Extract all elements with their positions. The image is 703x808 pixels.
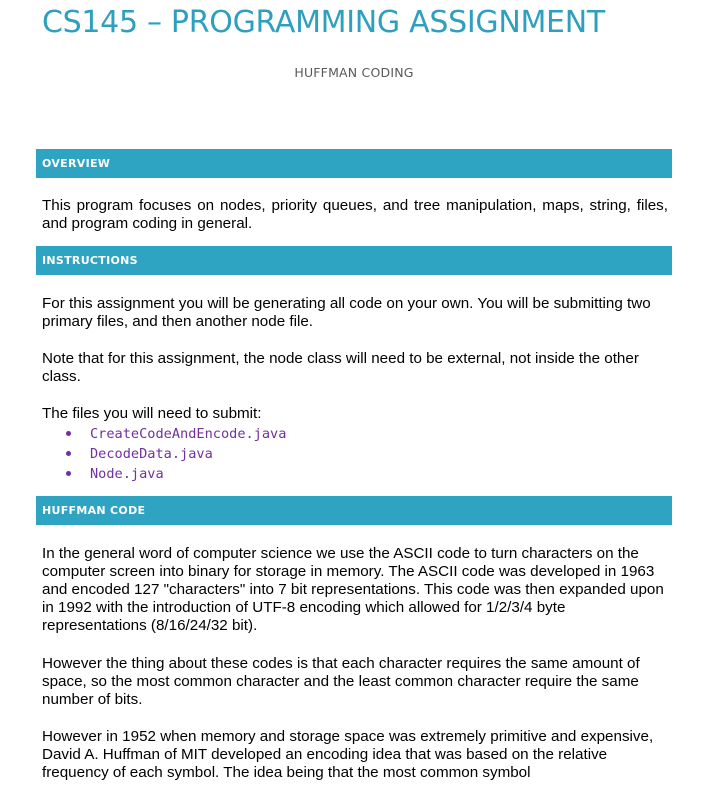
section-header-huffman-code: HUFFMAN CODE — [36, 496, 672, 525]
huffman-paragraph-1: In the general word of computer science we use the ASCII code to turn characters on the computer screen into binary for storage in memory. The ASCII code was developed in 1963 and encoded 127 "characters" into 7 bit representations. This code was then expanded upon in 1992 with the introduction of UTF-8 encoding which allowed for 1/2/3/4 byte representations (8/16/24/32 bit). — [42, 545, 664, 634]
section-header-overview: OVERVIEW — [36, 149, 672, 178]
list-item — [62, 425, 286, 445]
files-list — [62, 425, 286, 485]
list-item — [62, 445, 286, 465]
instructions-paragraph-1: For this assignment you will be generating all code on your own. You will be submitting two primary files, and then another node file. — [42, 295, 651, 330]
huffman-paragraph-3: However in 1952 when memory and storage space was extremely primitive and expensive, David A. Huffman of MIT developed an encoding idea that was based on the relative frequency of each symbol. The idea being that the most common symbol — [42, 728, 654, 781]
overview-paragraph: This program focuses on nodes, priority queues, and tree manipulation, maps, string, files, and program coding in general. — [42, 197, 668, 232]
huffman-paragraph-2: However the thing about these codes is that each character requires the same amount of space, so the most common character and the least common character require the same number of bits. — [42, 655, 640, 708]
bullet-icon — [66, 431, 71, 436]
list-item — [62, 465, 286, 485]
file-name: CreateCodeAndEncode.java — [90, 426, 287, 442]
bullet-icon — [66, 451, 71, 456]
bullet-icon — [66, 471, 71, 476]
file-name: DecodeData.java — [90, 446, 213, 462]
section-header-instructions: INSTRUCTIONS — [36, 246, 672, 275]
files-intro-text: The files you will need to submit: — [42, 405, 262, 422]
document-subtitle: HUFFMAN CODING — [294, 65, 414, 80]
instructions-paragraph-2: Note that for this assignment, the node class will need to be external, not inside the other class. — [42, 350, 639, 385]
file-name: Node.java — [90, 466, 164, 482]
document-title: CS145 – PROGRAMMING ASSIGNMENT — [42, 5, 605, 40]
